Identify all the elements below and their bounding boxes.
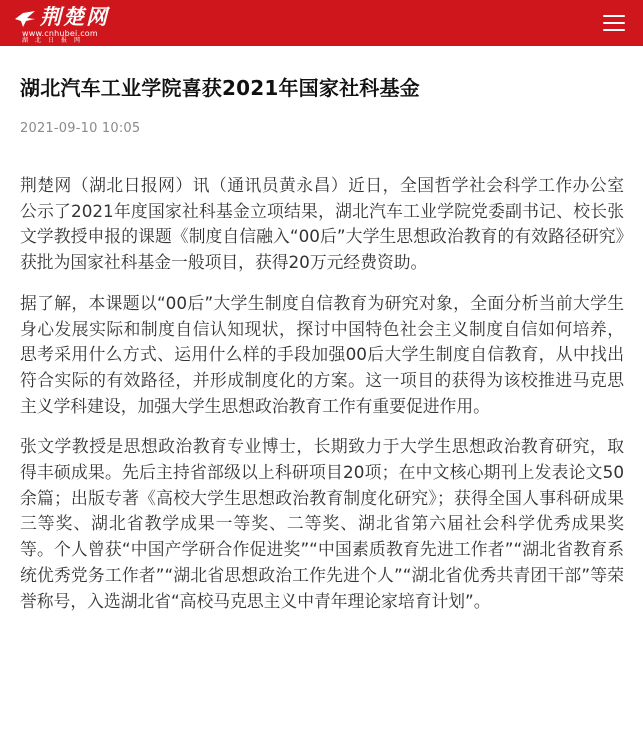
top-bar: [0, 0, 643, 46]
article-paragraph: 荆楚网（湖北日报网）讯（通讯员黄永昌）近日，全国哲学社会科学工作办公室公示了2021年度国家社科基金立项结果，湖北汽车工业学院党委副书记、校长张文学教授申报的课题《制度自信融入“00后”大学生思想政治教育的有效路径研究》获批为国家社科基金一般项目，获得20万元经费资助。: [20, 175, 624, 273]
article-title: 湖北汽车工业学院喜获2021年国家社科基金: [20, 76, 420, 100]
publish-date: 2021-09-10 10:05: [20, 121, 141, 136]
menu-line: [603, 29, 625, 31]
article: [0, 73, 643, 614]
menu-line: [603, 22, 625, 24]
article-paragraph: 据了解，本课题以“00后”大学生制度自信教育为研究对象，全面分析当前大学生身心发展实际和制度自信认知现状，探讨中国特色社会主义制度自信如何培养，思考采用什么方式、运用什么样的手段加强00后大学生制度自信教育，从中找出符合实际的有效路径，并形成制度化的方案。这一项目的获得为该校推进马克思主义学科建设，加强大学生思想政治教育工作有重要促进作用。: [20, 292, 624, 416]
logo-subtitle: 湖北日报网: [22, 37, 88, 44]
hamburger-menu-icon[interactable]: [603, 13, 625, 33]
menu-line: [603, 15, 625, 17]
logo-title: 荆楚网: [40, 4, 109, 29]
logo-url: www.cnhubei.com: [22, 29, 98, 38]
logo-bird-icon: [14, 10, 36, 28]
site-logo[interactable]: [14, 4, 124, 42]
article-paragraph: 张文学教授是思想政治教育专业博士，长期致力于大学生思想政治教育研究，取得丰硕成果。先后主持省部级以上科研项目20项；在中文核心期刊上发表论文50余篇；出版专著《高校大学生思想政治教育制度化研究》；获得全国人事科研成果三等奖、湖北省教学成果一等奖、二等奖、湖北省第六届社会科学优秀成果奖等。个人曾获“中国产学研合作促进奖”“中国素质教育先进工作者”“湖北省教育系统优秀党务工作者”“湖北省思想政治工作先进个人”“湖北省优秀共青团干部”等荣誉称号，入选湖北省“高校马克思主义中青年理论家培育计划”。: [20, 436, 624, 611]
